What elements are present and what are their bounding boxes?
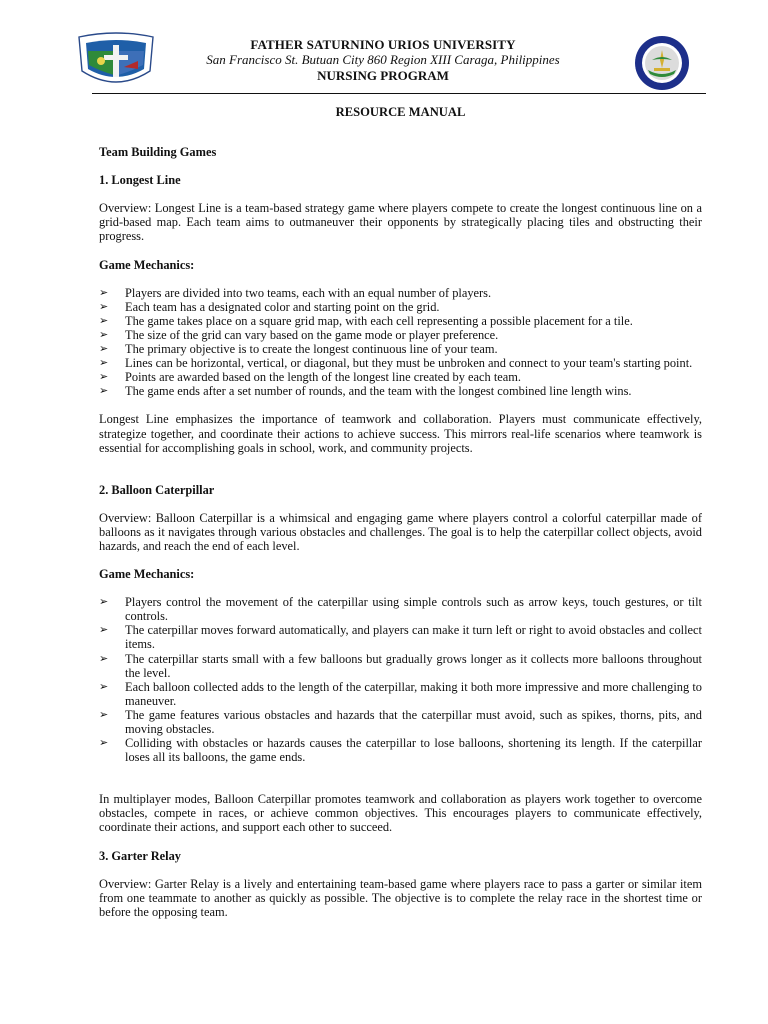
- section-heading: Team Building Games: [99, 145, 217, 160]
- bullet-arrow-icon: ➢: [99, 328, 109, 341]
- list-item: ➢ The game takes place on a square grid map, with each cell representing a possible placement for a tile.: [99, 313, 633, 328]
- game-overview: Overview: Balloon Caterpillar is a whimsical and engaging game where players control a colorful caterpillar made of balloons as it navigates through various obstacles and challenges. The goal is to help the caterpillar collect objects, avoid hazards, and reach the end of each level.: [99, 510, 702, 553]
- bullet-arrow-icon: ➢: [99, 596, 109, 609]
- mechanics-label: Game Mechanics:: [99, 567, 195, 582]
- manual-body: [99, 102, 702, 919]
- university-address: San Francisco St. Butuan City 860 Region XIII Caraga, Philippines: [206, 52, 560, 67]
- bullet-arrow-icon: ➢: [99, 680, 109, 693]
- document-header: [0, 0, 768, 100]
- list-item: ➢ The primary objective is to create the longest continuous line of your team.: [99, 342, 498, 357]
- bullet-arrow-icon: ➢: [99, 624, 109, 637]
- mechanics-label: Game Mechanics:: [99, 257, 195, 272]
- game-closing: Longest Line emphasizes the importance of teamwork and collaboration. Players must communicate effectively, strategize together, and coordinate their actions to achieve success. This mirrors real-life scenarios where teamwork is essential for accomplishing goals in school, work, and community projects.: [99, 412, 702, 455]
- bullet-arrow-icon: ➢: [99, 357, 109, 370]
- bullet-arrow-icon: ➢: [99, 300, 109, 313]
- game-heading: 1. Longest Line: [99, 173, 181, 188]
- list-item: ➢ Each team has a designated color and starting point on the grid.: [99, 299, 440, 314]
- list-item: ➢ Colliding with obstacles or hazards causes the caterpillar to lose balloons, shortening its length. If the caterpillar loses all its balloons, the game ends.: [99, 736, 702, 765]
- list-item: ➢ Points are awarded based on the length of the longest line created by each team.: [99, 370, 522, 385]
- document-title: RESOURCE MANUAL: [335, 105, 466, 119]
- header-rule: [92, 93, 706, 94]
- bullet-arrow-icon: ➢: [99, 343, 109, 356]
- mechanics-list: [99, 286, 702, 399]
- bullet-arrow-icon: ➢: [99, 652, 109, 665]
- bullet-arrow-icon: ➢: [99, 314, 109, 327]
- list-item: ➢ Players are divided into two teams, each with an equal number of players.: [99, 285, 492, 300]
- list-item: ➢ The size of the grid can vary based on the game mode or player preference.: [99, 327, 499, 342]
- university-seal-logo: [76, 31, 156, 89]
- list-item: ➢ The game features various obstacles and hazards that the caterpillar must avoid, such as spikes, thorns, pits, and moving obstacles.: [99, 707, 702, 736]
- list-item: ➢ Each balloon collected adds to the length of the caterpillar, making it both more impressive and more challenging to maneuver.: [99, 679, 702, 708]
- bullet-arrow-icon: ➢: [99, 737, 109, 750]
- bullet-arrow-icon: ➢: [99, 708, 109, 721]
- game-overview: Overview: Garter Relay is a lively and entertaining team-based game where players race to pass a garter or similar item from one teammate to another as quickly as possible. The objective is to complete the relay race in the shortest time or before the opposing team.: [99, 876, 702, 919]
- game-heading: 2. Balloon Caterpillar: [99, 482, 215, 497]
- game-closing: In multiplayer modes, Balloon Caterpillar promotes teamwork and collaboration as players work together to overcome obstacles, compete in races, or achieve common objectives. This encourages players to communicate effectively, coordinate their actions, and support each other to succeed.: [99, 792, 702, 835]
- game-overview: Overview: Longest Line is a team-based strategy game where players compete to create the longest continuous line on a grid-based map. Each team aims to outmaneuver their opponents by strategically placing tiles and obstructing their progress.: [99, 201, 702, 244]
- list-item: ➢ The caterpillar starts small with a few balloons but gradually grows longer as it collects more balloons throughout the level.: [99, 651, 702, 680]
- mechanics-list: [99, 595, 702, 764]
- bullet-arrow-icon: ➢: [99, 286, 109, 299]
- list-item: ➢ Players control the movement of the caterpillar using simple controls such as arrow keys, touch gestures, or tilt controls.: [99, 595, 702, 624]
- list-item: ➢ Lines can be horizontal, vertical, or diagonal, but they must be unbroken and connect to your team's starting point.: [99, 356, 693, 371]
- nursing-program-seal-logo: [626, 34, 698, 92]
- bullet-arrow-icon: ➢: [99, 385, 109, 398]
- game-heading: 3. Garter Relay: [99, 848, 182, 863]
- university-name: FATHER SATURNINO URIOS UNIVERSITY: [250, 37, 516, 52]
- bullet-arrow-icon: ➢: [99, 371, 109, 384]
- program-name: NURSING PROGRAM: [317, 68, 449, 83]
- list-item: ➢ The caterpillar moves forward automatically, and players can make it turn left or right to avoid obstacles and collect items.: [99, 623, 702, 652]
- list-item: ➢ The game ends after a set number of rounds, and the team with the longest combined line length wins.: [99, 384, 632, 399]
